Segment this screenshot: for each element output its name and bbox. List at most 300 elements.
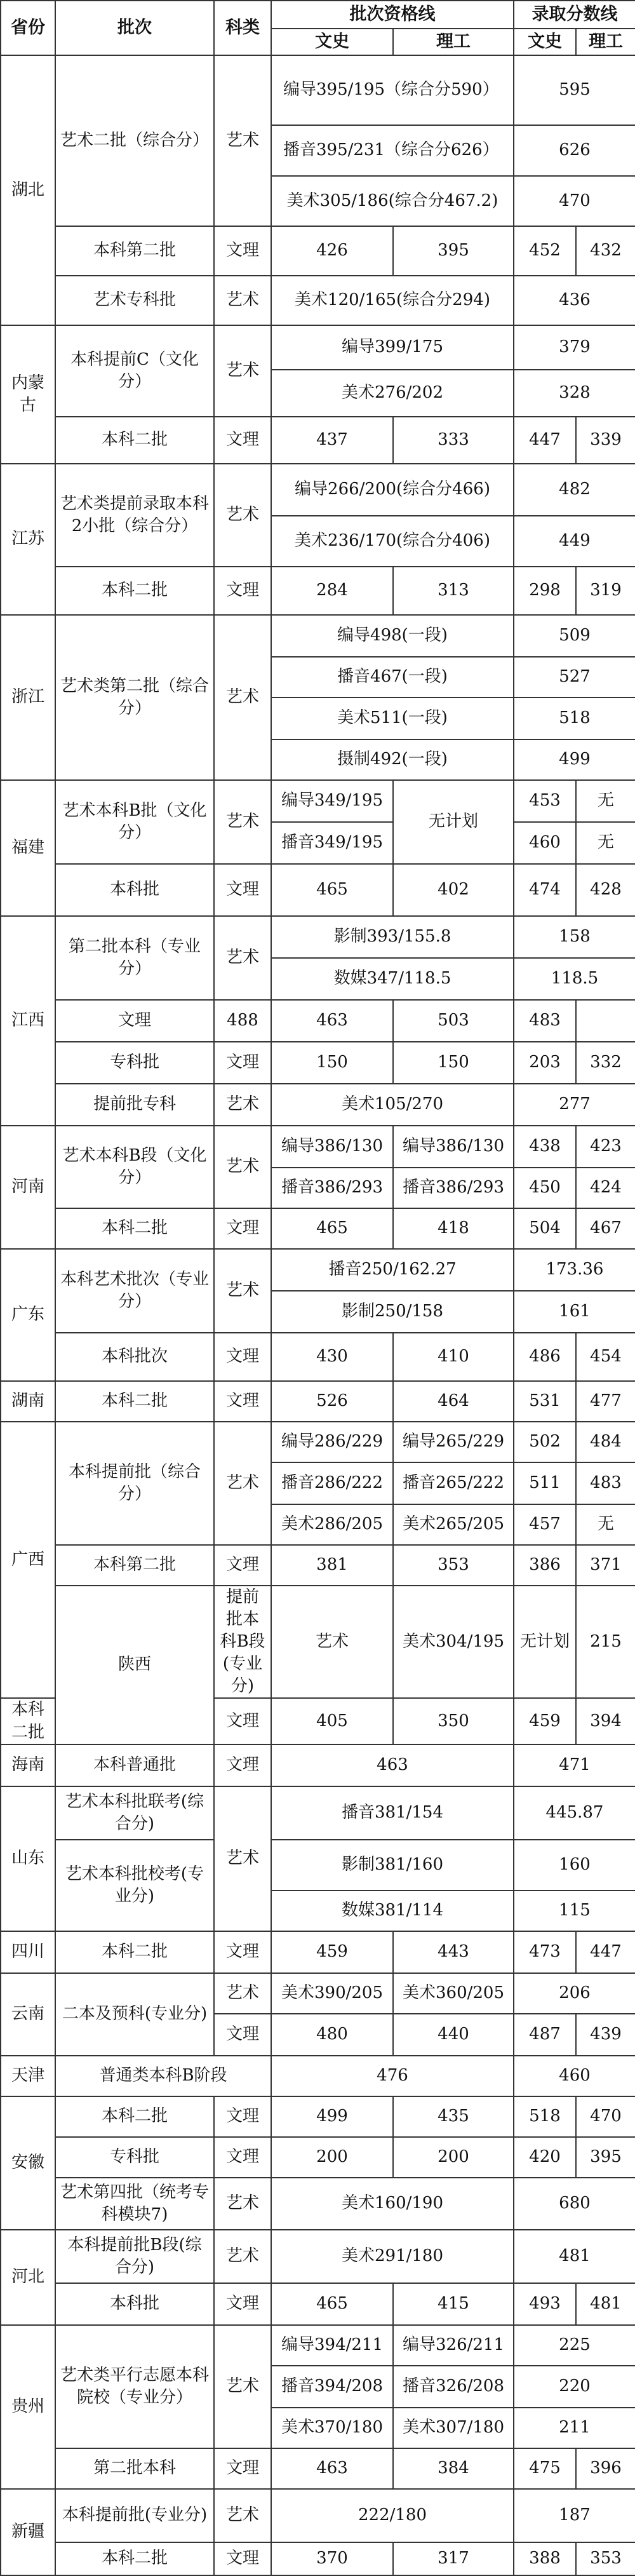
table-cell: 艺术	[214, 1786, 271, 1931]
table-cell: 394	[576, 1698, 635, 1744]
table-cell: 426	[271, 226, 393, 276]
table-cell: 474	[514, 864, 576, 916]
table-cell: 470	[514, 176, 635, 226]
table-cell: 艺术本科批联考(综合分)	[55, 1786, 214, 1840]
table-row	[1, 1586, 635, 1698]
table-cell: 211	[514, 2408, 635, 2448]
table-cell: 438	[514, 1126, 576, 1168]
table-cell: 文理	[214, 1333, 271, 1381]
table-cell: 影制250/158	[271, 1291, 514, 1333]
table-cell: 提前批本科B段(专业分)	[214, 1586, 271, 1698]
table-cell: 美术276/202	[271, 370, 514, 417]
table-cell: 440	[393, 2014, 514, 2056]
table-cell: 安徽	[1, 2096, 55, 2230]
table-cell: 艺术	[271, 1586, 393, 1698]
table-cell: 广东	[1, 1249, 55, 1381]
table-cell: 437	[271, 417, 393, 464]
table-cell: 本科艺术批次（专业分）	[55, 1249, 214, 1333]
table-row	[1, 464, 635, 516]
table-cell: 艺术类平行志愿本科院校（专业分）	[55, 2325, 214, 2448]
table-cell: 439	[576, 2014, 635, 2056]
table-cell: 353	[576, 2542, 635, 2575]
header-row	[1, 1, 635, 29]
table-cell: 447	[514, 417, 576, 464]
header-adm-wen: 文史	[514, 29, 576, 55]
table-cell: 460	[514, 2056, 635, 2096]
table-cell: 484	[576, 1422, 635, 1462]
table-cell: 文理	[214, 1545, 271, 1586]
table-cell: 332	[576, 1042, 635, 1084]
table-cell: 云南	[1, 1973, 55, 2056]
table-cell: 文理	[214, 2096, 271, 2137]
table-cell: 文理	[214, 2542, 271, 2575]
table-cell: 483	[576, 1462, 635, 1504]
table-cell: 美术105/270	[271, 1084, 514, 1126]
table-cell: 贵州	[1, 2325, 55, 2489]
table-cell: 200	[271, 2137, 393, 2178]
table-cell: 465	[271, 2283, 393, 2325]
table-row	[1, 1786, 635, 1840]
table-cell: 443	[393, 1931, 514, 1973]
table-cell: 430	[271, 1333, 393, 1381]
table-cell: 编导386/130	[271, 1126, 393, 1168]
table-cell: 333	[393, 417, 514, 464]
table-cell: 463	[271, 1744, 514, 1786]
table-cell: 江西	[1, 916, 55, 1126]
table-cell: 艺术	[214, 55, 271, 226]
table-cell: 艺术	[214, 1126, 271, 1208]
table-cell: 本科批	[55, 2283, 214, 2325]
table-cell: 美术236/170(综合分406)	[271, 516, 514, 567]
table-row	[1, 276, 635, 325]
table-cell: 艺术本科B批（文化分）	[55, 780, 214, 864]
table-cell: 美术160/190	[271, 2178, 514, 2230]
table-cell: 370	[271, 2542, 393, 2575]
table-cell: 艺术类第二批（综合分）	[55, 615, 214, 780]
table-cell: 播音286/222	[271, 1462, 393, 1504]
table-row	[1, 417, 635, 464]
table-cell: 本科二批	[55, 1208, 214, 1249]
table-cell: 本科提前批（综合分）	[55, 1422, 214, 1545]
table-cell: 本科二批	[1, 1698, 55, 1744]
table-cell: 317	[393, 2542, 514, 2575]
table-cell: 编导266/200(综合分466)	[271, 464, 514, 516]
table-row	[1, 2056, 635, 2096]
table-cell: 435	[393, 2096, 514, 2137]
table-row	[1, 2178, 635, 2230]
table-cell: 文理	[214, 2014, 271, 2056]
header-adm-li: 理工	[576, 29, 635, 55]
table-cell: 395	[393, 226, 514, 276]
table-cell: 379	[514, 325, 635, 370]
table-cell: 481	[514, 2230, 635, 2283]
table-cell: 本科二批	[55, 567, 214, 615]
table-cell: 459	[514, 1698, 576, 1744]
table-cell: 艺术	[214, 2230, 271, 2283]
table-row	[1, 1084, 635, 1126]
table-cell: 艺术	[214, 1084, 271, 1126]
table-cell: 编导498(一段)	[271, 615, 514, 657]
table-cell: 第二批本科（专业分）	[55, 916, 214, 1000]
table-cell: 222/180	[271, 2489, 514, 2542]
table-cell: 402	[393, 864, 514, 916]
table-cell: 本科二批	[55, 2542, 214, 2575]
table-cell: 480	[271, 2014, 393, 2056]
table-cell: 486	[514, 1333, 576, 1381]
table-cell: 文理	[214, 567, 271, 615]
table-cell: 386	[514, 1545, 576, 1586]
table-cell: 福建	[1, 780, 55, 916]
table-cell: 山东	[1, 1786, 55, 1931]
table-cell: 487	[514, 2014, 576, 2056]
table-row	[1, 1249, 635, 1291]
table-row	[1, 1042, 635, 1084]
table-cell: 无	[576, 780, 635, 822]
table-cell: 艺术	[214, 1422, 271, 1545]
table-cell: 504	[514, 1208, 576, 1249]
table-cell: 本科提前批B段(综合分)	[55, 2230, 214, 2283]
table-cell: 395	[576, 2137, 635, 2178]
header-province: 省份	[1, 1, 55, 55]
table-row	[1, 2542, 635, 2575]
table-cell: 艺术本科批校考(专业分)	[55, 1840, 214, 1931]
table-cell: 湖北	[1, 55, 55, 325]
table-cell: 专科批	[55, 2137, 214, 2178]
table-cell: 本科第二批	[55, 226, 214, 276]
table-cell: 518	[514, 2096, 576, 2137]
table-cell: 本科批	[55, 864, 214, 916]
table-row	[1, 916, 635, 958]
table-cell: 284	[271, 567, 393, 615]
table-cell: 播音386/293	[393, 1168, 514, 1208]
table-cell: 459	[271, 1931, 393, 1973]
table-row	[1, 2096, 635, 2137]
table-cell: 数媒381/114	[271, 1891, 514, 1931]
table-row	[1, 1545, 635, 1586]
table-cell: 454	[576, 1333, 635, 1381]
table-cell: 播音326/208	[393, 2366, 514, 2408]
table-cell: 463	[271, 2448, 393, 2489]
table-row	[1, 2230, 635, 2283]
table-cell: 艺术	[214, 2178, 271, 2230]
table-cell: 499	[514, 739, 635, 780]
table-cell: 河南	[1, 1126, 55, 1249]
table-cell: 文理	[214, 226, 271, 276]
table-cell: 无	[576, 1504, 635, 1545]
table-cell: 423	[576, 1126, 635, 1168]
table-cell: 595	[514, 55, 635, 125]
table-cell: 播音386/293	[271, 1168, 393, 1208]
table-cell: 艺术	[214, 1249, 271, 1333]
table-cell: 无计划	[514, 1586, 576, 1698]
table-row	[1, 1973, 635, 2014]
table-cell: 艺术类提前录取本科2小批（综合分）	[55, 464, 214, 567]
table-cell: 483	[514, 1000, 576, 1042]
table-cell: 225	[514, 2325, 635, 2366]
table-cell: 509	[514, 615, 635, 657]
table-cell: 艺术	[214, 325, 271, 417]
table-cell: 450	[514, 1168, 576, 1208]
table-cell: 173.36	[514, 1249, 635, 1291]
table-cell: 471	[514, 1744, 635, 1786]
table-cell: 艺术	[214, 1973, 271, 2014]
table-cell: 465	[271, 864, 393, 916]
table-cell: 文理	[214, 1744, 271, 1786]
table-cell: 220	[514, 2366, 635, 2408]
table-row	[1, 1744, 635, 1786]
table-cell: 文理	[55, 1000, 214, 1042]
table-cell: 150	[393, 1042, 514, 1084]
table-row	[1, 2448, 635, 2489]
table-cell: 美术360/205	[393, 1973, 514, 2014]
table-cell: 396	[576, 2448, 635, 2489]
table-cell: 艺术	[214, 2325, 271, 2448]
table-cell: 488	[214, 1000, 271, 1042]
table-cell: 388	[514, 2542, 576, 2575]
table-row	[1, 1931, 635, 1973]
table-cell: 626	[514, 125, 635, 176]
header-subject: 科类	[214, 1, 271, 55]
table-cell: 播音381/154	[271, 1786, 514, 1840]
table-cell: 319	[576, 567, 635, 615]
table-cell: 文理	[214, 2283, 271, 2325]
table-cell: 四川	[1, 1931, 55, 1973]
table-cell: 编导394/211	[271, 2325, 393, 2366]
table-cell: 艺术专科批	[55, 276, 214, 325]
table-cell: 本科二批	[55, 417, 214, 464]
header-qualification-line: 批次资格线	[271, 1, 514, 29]
table-cell: 河北	[1, 2230, 55, 2325]
table-cell: 339	[576, 417, 635, 464]
table-cell: 播音467(一段)	[271, 657, 514, 698]
table-cell: 465	[271, 1208, 393, 1249]
table-cell: 影制381/160	[271, 1840, 514, 1891]
table-cell: 艺术	[214, 916, 271, 1000]
table-cell: 美术307/180	[393, 2408, 514, 2448]
table-cell: 播音265/222	[393, 1462, 514, 1504]
table-cell: 424	[576, 1168, 635, 1208]
table-cell: 文理	[214, 1381, 271, 1422]
table-cell: 本科二批	[55, 1931, 214, 1973]
table-cell: 161	[514, 1291, 635, 1333]
table-cell: 艺术	[214, 615, 271, 780]
table-row	[1, 1208, 635, 1249]
table-cell: 美术305/186(综合分467.2)	[271, 176, 514, 226]
table-cell: 460	[514, 822, 576, 864]
table-row	[1, 2283, 635, 2325]
table-cell: 本科批次	[55, 1333, 214, 1381]
table-cell: 410	[393, 1333, 514, 1381]
table-cell: 美术390/205	[271, 1973, 393, 2014]
table-cell: 广西	[1, 1422, 55, 1698]
table-row	[1, 2489, 635, 2542]
table-cell: 编导399/175	[271, 325, 514, 370]
table-cell: 江苏	[1, 464, 55, 615]
table-cell: 湖南	[1, 1381, 55, 1422]
table-cell: 503	[393, 1000, 514, 1042]
table-cell: 播音395/231（综合分626）	[271, 125, 514, 176]
table-cell: 文理	[214, 1931, 271, 1973]
table-cell: 206	[514, 1973, 635, 2014]
table-cell: 编导265/229	[393, 1422, 514, 1462]
table-cell: 477	[576, 1381, 635, 1422]
table-cell: 本科提前C（文化分）	[55, 325, 214, 417]
table-cell: 420	[514, 2137, 576, 2178]
table-cell: 187	[514, 2489, 635, 2542]
table-cell: 提前批专科	[55, 1084, 214, 1126]
table-cell: 436	[514, 276, 635, 325]
table-row	[1, 567, 635, 615]
table-cell: 普通类本科B阶段	[55, 2056, 271, 2096]
table-cell: 384	[393, 2448, 514, 2489]
table-cell: 428	[576, 864, 635, 916]
table-cell: 美术265/205	[393, 1504, 514, 1545]
table-cell: 播音250/162.27	[271, 1249, 514, 1291]
table-cell: 内蒙古	[1, 325, 55, 464]
table-cell: 美术511(一段)	[271, 698, 514, 739]
table-cell: 本科第二批	[55, 1545, 214, 1586]
table-cell: 编导286/229	[271, 1422, 393, 1462]
table-cell: 美术120/165(综合分294)	[271, 276, 514, 325]
table-cell: 无	[576, 822, 635, 864]
table-cell: 215	[576, 1586, 635, 1698]
table-row	[1, 226, 635, 276]
table-body	[1, 1, 635, 2575]
table-cell: 编导395/195（综合分590）	[271, 55, 514, 125]
table-cell: 475	[514, 2448, 576, 2489]
table-cell: 艺术	[214, 464, 271, 567]
table-cell: 493	[514, 2283, 576, 2325]
table-cell: 艺术	[214, 2489, 271, 2542]
table-cell: 陕西	[55, 1586, 214, 1744]
table-cell: 482	[514, 464, 635, 516]
table-cell: 118.5	[514, 958, 635, 1000]
table-cell: 453	[514, 780, 576, 822]
table-cell: 277	[514, 1084, 635, 1126]
table-row	[1, 1840, 635, 1891]
table-cell: 编导326/211	[393, 2325, 514, 2366]
header-qual-li: 理工	[393, 29, 514, 55]
table-cell: 本科二批	[55, 2096, 214, 2137]
table-cell: 445.87	[514, 1786, 635, 1840]
table-cell: 476	[271, 2056, 514, 2096]
table-row	[1, 55, 635, 125]
table-row	[1, 1000, 635, 1042]
table-cell: 415	[393, 2283, 514, 2325]
table-cell: 第二批本科	[55, 2448, 214, 2489]
table-cell: 313	[393, 567, 514, 615]
table-cell: 文理	[214, 1698, 271, 1744]
table-cell: 影制393/155.8	[271, 916, 514, 958]
table-row	[1, 864, 635, 916]
table-cell: 499	[271, 2096, 393, 2137]
table-row	[1, 615, 635, 657]
table-cell: 200	[393, 2137, 514, 2178]
table-row	[1, 2325, 635, 2366]
table-cell: 艺术	[214, 276, 271, 325]
table-cell: 美术370/180	[271, 2408, 393, 2448]
table-cell: 457	[514, 1504, 576, 1545]
table-cell: 160	[514, 1840, 635, 1891]
table-cell: 本科提前批(专业分)	[55, 2489, 214, 2542]
table-cell: 526	[271, 1381, 393, 1422]
table-cell: 464	[393, 1381, 514, 1422]
table-cell: 470	[576, 2096, 635, 2137]
table-cell: 680	[514, 2178, 635, 2230]
table-cell: 无计划	[393, 780, 514, 864]
table-row	[1, 325, 635, 370]
table-cell: 海南	[1, 1744, 55, 1786]
table-cell: 432	[576, 226, 635, 276]
table-row	[1, 1126, 635, 1168]
table-cell: 502	[514, 1422, 576, 1462]
table-cell: 二本及预科(专业分)	[55, 1973, 214, 2056]
table-cell: 浙江	[1, 615, 55, 780]
table-cell: 473	[514, 1931, 576, 1973]
table-cell: 数媒347/118.5	[271, 958, 514, 1000]
table-cell: 文理	[214, 1208, 271, 1249]
table-cell: 美术286/205	[271, 1504, 393, 1545]
table-cell: 511	[514, 1462, 576, 1504]
table-row	[1, 1422, 635, 1462]
header-qual-wen: 文史	[271, 29, 393, 55]
table-cell: 摄制492(一段)	[271, 739, 514, 780]
table-cell: 播音394/208	[271, 2366, 393, 2408]
table-cell: 天津	[1, 2056, 55, 2096]
table-cell: 371	[576, 1545, 635, 1586]
table-cell: 艺术第四批（统考专科模块7)	[55, 2178, 214, 2230]
table-cell: 编导386/130	[393, 1126, 514, 1168]
table-cell: 481	[576, 2283, 635, 2325]
table-cell: 449	[514, 516, 635, 567]
table-cell: 艺术二批（综合分）	[55, 55, 214, 226]
table-cell: 418	[393, 1208, 514, 1249]
table-cell: 艺术本科B段（文化分）	[55, 1126, 214, 1208]
table-cell: 150	[271, 1042, 393, 1084]
table-cell: 158	[514, 916, 635, 958]
table-cell: 本科普通批	[55, 1744, 214, 1786]
table-cell: 美术304/195	[393, 1586, 514, 1698]
table-cell: 美术291/180	[271, 2230, 514, 2283]
table-cell: 353	[393, 1545, 514, 1586]
table-cell: 文理	[214, 864, 271, 916]
table-cell: 115	[514, 1891, 635, 1931]
table-cell: 文理	[214, 2448, 271, 2489]
table-cell: 447	[576, 1931, 635, 1973]
header-admission-line: 录取分数线	[514, 1, 635, 29]
table-cell: 527	[514, 657, 635, 698]
table-cell: 编导349/195	[271, 780, 393, 822]
table-cell: 新疆	[1, 2489, 55, 2575]
header-batch: 批次	[55, 1, 214, 55]
table-cell: 203	[514, 1042, 576, 1084]
table-cell: 350	[393, 1698, 514, 1744]
table-cell: 本科二批	[55, 1381, 214, 1422]
table-cell: 文理	[214, 417, 271, 464]
table-cell: 518	[514, 698, 635, 739]
table-cell: 463	[271, 1000, 393, 1042]
table-cell: 405	[271, 1698, 393, 1744]
table-row	[1, 2137, 635, 2178]
table-cell: 文理	[214, 1042, 271, 1084]
table-cell: 452	[514, 226, 576, 276]
table-row	[1, 780, 635, 822]
table-cell: 专科批	[55, 1042, 214, 1084]
table-row	[1, 1381, 635, 1422]
table-cell: 文理	[214, 2137, 271, 2178]
table-cell: 381	[271, 1545, 393, 1586]
table-cell: 艺术	[214, 780, 271, 864]
